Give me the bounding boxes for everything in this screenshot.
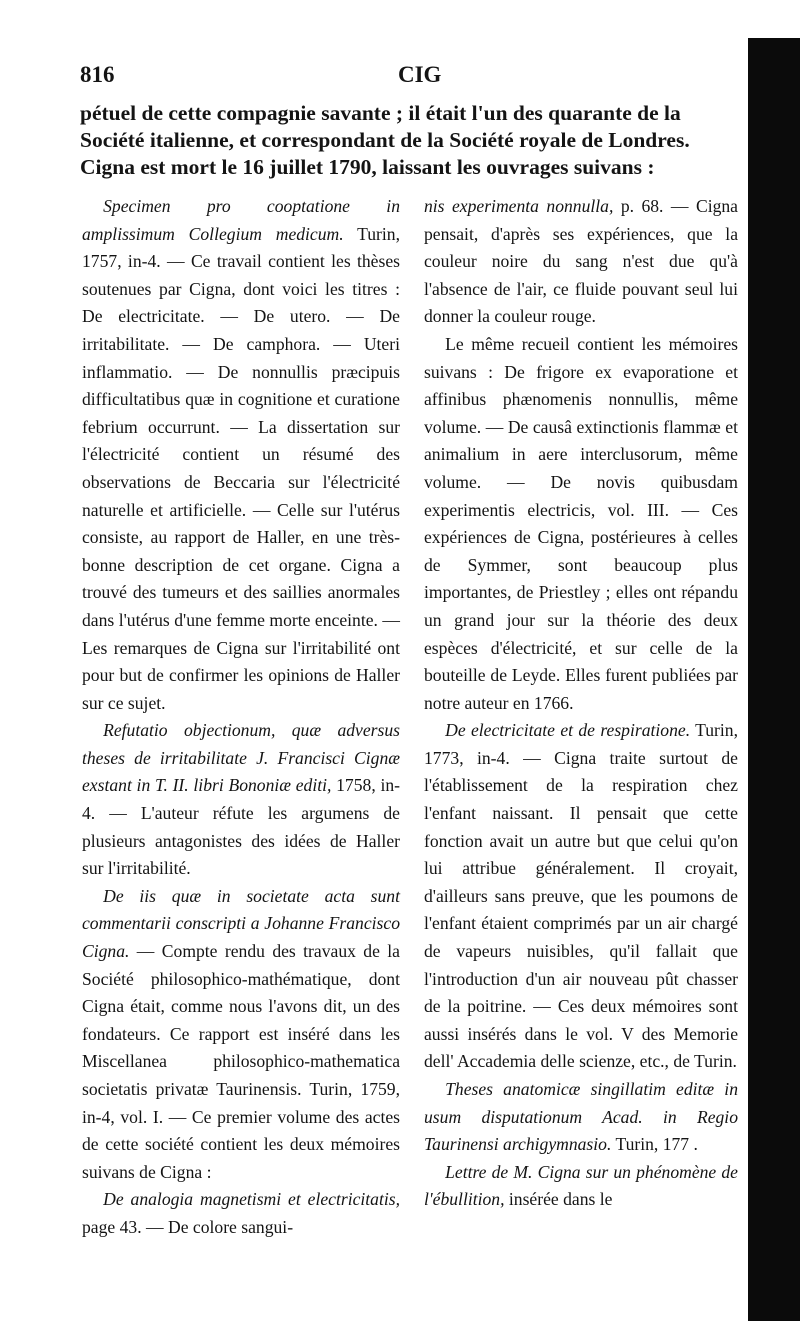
bibliography-entry <box>82 1186 400 1241</box>
bibliography-entry <box>424 193 738 331</box>
entry-text: Turin, 1773, in-4. — Cigna traite surtout de l'établissement de la respiration chez l'enfant naissant. Il pensait que cette fonction avait un autre but que celui qu'on lui attribue généralement. Il croyait, d'ailleurs sans preuve, que les poumons de l'enfant étaient comprimés par un air chargé de vapeurs nuisibles, qu'il fallait que l'introduction d'un air nouveau pût chasser de la poitrine. — Ces deux mémoires sont aussi insérés dans le vol. V des Memorie dell' Accademia delle scienze, etc., de Turin. <box>424 720 738 1072</box>
running-head: CIG <box>398 62 442 87</box>
bibliography-entry <box>424 331 738 717</box>
bibliography-entry <box>82 883 400 1187</box>
entry-text: — Compte rendu des travaux de la Société philosophico-mathématique, dont Cigna était, comme nous l'avons dit, un des fondateurs. Ce rapport est inséré dans les Miscellanea philosophico-mathematica societatis privatæ Taurinensis. Turin, 1759, in-4, vol. I. — Ce premier volume des actes de cette société contient les deux mémoires suivans de Cigna : <box>82 941 400 1182</box>
entry-text: page 43. — De colore sangui- <box>82 1216 294 1237</box>
bibliography-entry <box>424 1159 738 1214</box>
bibliography-entry <box>424 1076 738 1159</box>
right-column <box>424 193 738 1214</box>
entry-text: 1758, in-4. — L'auteur réfute les argumens de plusieurs antagonistes des idées de Haller sur l'irritabilité. <box>82 775 400 879</box>
intro-line: pétuel de cette compagnie savante ; il était l'un des quarante de la <box>80 101 681 125</box>
page-header <box>80 62 730 92</box>
latin-title: De electricitate et de respiratione. <box>445 720 691 741</box>
bibliography-entry <box>424 717 738 1076</box>
intro-paragraph <box>80 100 740 181</box>
latin-title: Specimen pro cooptatione in amplissimum Collegium medicum. <box>82 196 400 244</box>
entry-text: Turin, 177 . <box>611 1134 698 1155</box>
intro-line: Cigna est mort le 16 juillet 1790, laissant les ouvrages suivans : <box>80 155 655 179</box>
intro-line: Société italienne, et correspondant de la Société royale de Londres. <box>80 128 690 152</box>
entry-text: p. 68. — Cigna pensait, d'après ses expériences, que la couleur noire du sang n'est due qu'à l'absence de l'air, ce fluide pouvant seul lui donner la couleur rouge. <box>424 196 738 327</box>
latin-title: Lettre de M. Cigna sur un phénomène de l'ébullition, <box>424 1161 738 1210</box>
scan-dark-edge <box>748 38 800 1321</box>
entry-text: insérée dans le <box>504 1189 613 1210</box>
latin-title: De iis quæ in societate acta sunt commentarii conscripti a Johanne Francisco Cigna. <box>82 885 400 962</box>
entry-text: Turin, 1757, in-4. — Ce travail contient les thèses soutenues par Cigna, dont voici les titres : De electricitate. — De utero. — De irritabilitate. — De camphora. — Uteri inflammatio. — De nonnullis præcipuis difficultatibus quæ in cognitione et curatione febrium occurrunt. — La dissertation sur l'électricité contient un résumé des observations de Beccaria sur l'électricité naturelle et artificielle. — Celle sur l'utérus consiste, au rapport de Haller, en une très-bonne description de cet organe. Cigna a trouvé des tumeurs et des saillies anormales dans l'utérus d'une femme morte enceinte. — Les remarques de Cigna sur l'irritabilité ont pour but de confirmer les opinions de Haller sur ce sujet. <box>82 223 400 713</box>
latin-title: De analogia magnetismi et electricitatis, <box>103 1189 400 1210</box>
latin-title: nis experimenta nonnulla, <box>424 196 614 216</box>
latin-title: Refutatio objectionum, quæ adversus theses de irritabilitate J. Francisci Cignæ exstant in T. II. libri Bononiæ editi, <box>82 720 400 796</box>
bibliography-entry <box>82 193 400 717</box>
entry-text: Le même recueil contient les mémoires suivans : De frigore ex evaporatione et affinibus phænomenis nonnullis, même volume. — De causâ extinctionis flammæ et animalium in aere interclusorum, même volume. — De novis quibusdam experimentis electricis, vol. III. — Ces expériences de Cigna, postérieures à celles de Symmer, sont beaucoup plus importantes, de Priestley ; elles ont répandu un grand jour sur la théorie des deux espèces d'électricité, et sur celle de la bouteille de Leyde. Elles furent publiées par notre auteur en 1766. <box>424 333 738 713</box>
left-column <box>82 193 400 1242</box>
latin-title: Theses anatomicæ singillatim editæ in usum disputationum Acad. in Regio Taurinensi archigymnasio. <box>424 1079 738 1155</box>
page-number: 816 <box>80 62 115 87</box>
bibliography-entry <box>82 717 400 883</box>
